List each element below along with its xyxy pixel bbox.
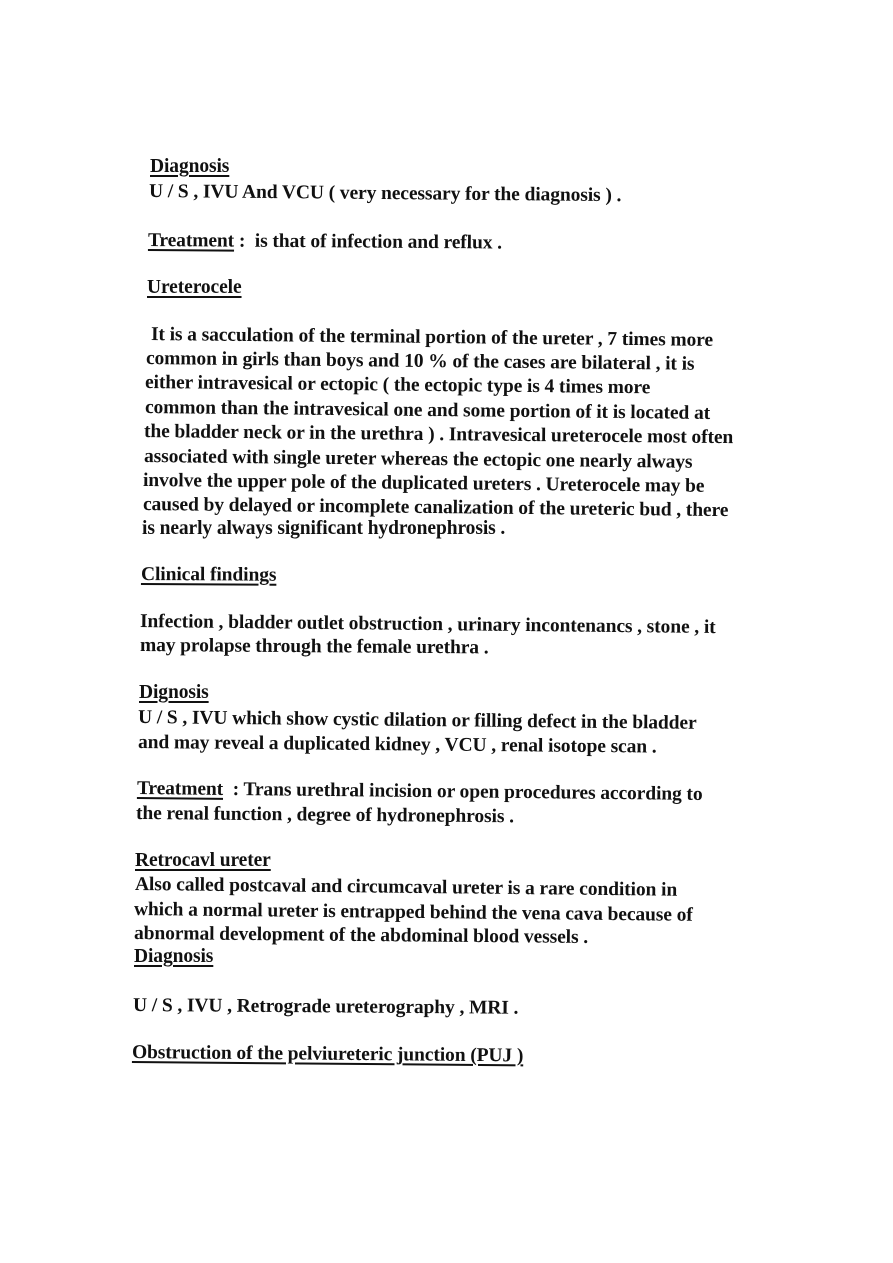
clinical-findings-line-2: may prolapse through the female urethra . — [139, 635, 489, 659]
ureterocele-line-8: caused by delayed or incomplete canalization of the ureteric bud , there — [142, 494, 729, 522]
diagnosis-heading: Diagnosis — [150, 156, 230, 177]
ureterocele-line-6: associated with single ureter whereas the ectopic one nearly always — [143, 446, 693, 473]
treatment2-text: : Trans urethral incision or open procedures according to — [222, 778, 703, 805]
retrocaval-line-2: which a normal ureter is entrapped behind the vena cava because of — [133, 899, 693, 926]
retrocaval-line-3: abnormal development of the abdominal blood vessels . — [133, 923, 589, 948]
dignosis-heading: Dignosis — [139, 682, 209, 703]
diagnosis2-heading: Diagnosis — [134, 946, 214, 967]
treatment-text: : is that of infection and reflux . — [234, 230, 503, 254]
clinical-findings-heading: Clinical findings — [140, 564, 277, 586]
ureterocele-heading: Ureterocele — [147, 277, 242, 298]
dignosis-line-2: and may reveal a duplicated kidney , VCU , renal isotope scan . — [137, 732, 657, 758]
treatment-line — [148, 229, 502, 255]
ureterocele-line-7: involve the upper pole of the duplicated ureters . Ureterocele may be — [142, 470, 705, 497]
retrocaval-heading: Retrocavl ureter — [135, 850, 271, 871]
treatment-label: Treatment — [147, 230, 235, 252]
treatment2-label: Treatment — [136, 778, 224, 800]
dignosis-line-1: U / S , IVU which show cystic dilation or filling defect in the bladder — [137, 707, 697, 734]
diagnosis-text: U / S , IVU And VCU ( very necessary for the diagnosis ) . — [148, 181, 622, 207]
ureterocele-line-9: is nearly always significant hydronephrosis . — [142, 518, 506, 539]
clinical-findings-line-1: Infection , bladder outlet obstruction , urinary incontenancs , stone , it — [139, 611, 716, 639]
treatment2-line-2: the renal function , degree of hydronephrosis . — [135, 803, 515, 828]
puj-obstruction-heading: Obstruction of the pelviureteric junction (PUJ ) — [131, 1042, 524, 1067]
diagnosis2-text: U / S , IVU , Retrograde ureterography , MRI . — [132, 995, 519, 1019]
retrocaval-line-1: Also called postcaval and circumcaval ureter is a rare condition in — [134, 874, 678, 901]
ureterocele-line-5: the bladder neck or in the urethra ) . Intravesical ureterocele most often — [143, 421, 734, 449]
ureterocele-line-4: common than the intravesical one and some portion of it is located at — [144, 397, 711, 424]
ureterocele-line-1: It is a sacculation of the terminal portion of the ureter , 7 times more — [150, 324, 714, 351]
ureterocele-line-3: either intravesical or ectopic ( the ectopic type is 4 times more — [144, 372, 651, 399]
ureterocele-line-2: common in girls than boys and 10 % of the cases are bilateral , it is — [145, 348, 695, 375]
